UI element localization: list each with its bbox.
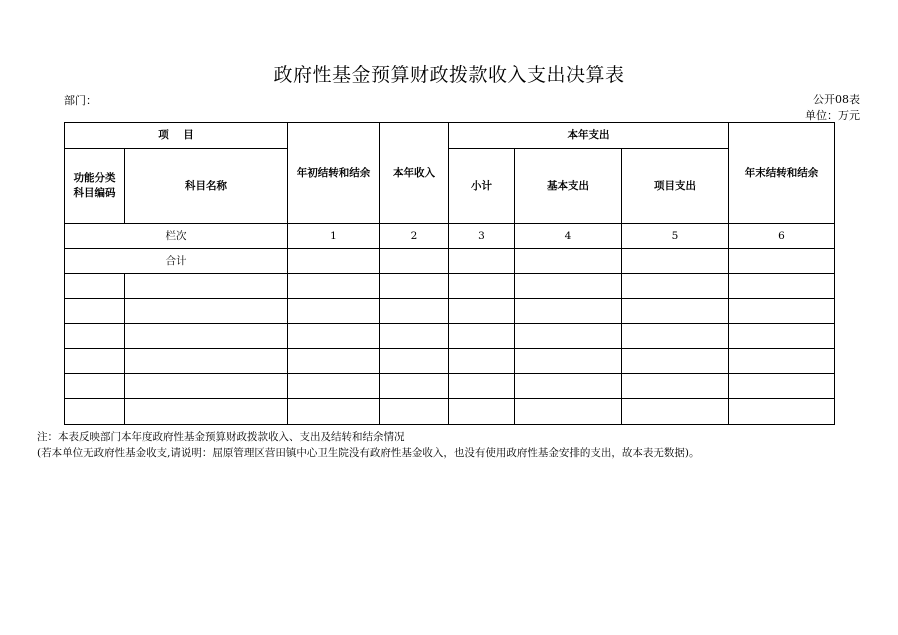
table-cell [449,249,515,274]
page-title: 政府性基金预算财政拨款收入支出决算表 [273,64,625,86]
table-cell [125,299,288,324]
column-number: 1 [288,224,380,249]
table-cell [622,299,729,324]
header-begin-balance: 年初结转和结余 [288,123,380,224]
table-cell [380,349,449,374]
table-cell [125,324,288,349]
table-cell [125,399,288,425]
table-cell [65,374,125,399]
table-cell [288,274,380,299]
table-cell [622,349,729,374]
header-basic: 基本支出 [515,149,622,224]
header-income: 本年收入 [380,123,449,224]
table-cell [515,274,622,299]
table-cell [449,399,515,425]
table-cell [288,299,380,324]
table-cell [288,399,380,425]
table-cell [288,249,380,274]
form-code: 公开08表 [813,93,860,106]
column-number: 4 [515,224,622,249]
table-row [65,349,835,374]
table-cell [125,274,288,299]
table-cell [729,299,835,324]
table-cell [515,249,622,274]
table-cell [515,399,622,425]
table-cell [515,349,622,374]
table-cell [729,249,835,274]
table-cell [622,324,729,349]
footnote: 注：本表反映部门本年度政府性基金预算财政拨款收入、支出及结转和结余情况 [37,431,405,443]
table-cell [380,374,449,399]
table-cell [729,399,835,425]
table-row [65,274,835,299]
table-cell [288,349,380,374]
table-cell [125,349,288,374]
table-cell [622,374,729,399]
header-expend-group: 本年支出 [449,123,729,149]
column-number: 3 [449,224,515,249]
table-cell [380,399,449,425]
table-cell [622,249,729,274]
department-label: 部门： [64,94,97,107]
column-number: 2 [380,224,449,249]
header-item: 项 目 [65,123,288,149]
table-cell [65,274,125,299]
header-project: 项目支出 [622,149,729,224]
table-cell [449,324,515,349]
table-cell [449,299,515,324]
column-index-label: 栏次 [65,224,288,249]
fund-budget-table [64,122,835,425]
table-row [65,324,835,349]
table-cell [729,374,835,399]
table-cell [65,324,125,349]
table-cell [65,299,125,324]
table-cell [449,374,515,399]
table-cell [449,349,515,374]
column-number: 5 [622,224,729,249]
header-end-balance: 年末结转和结余 [729,123,835,224]
table-cell [380,324,449,349]
table-cell [449,274,515,299]
table-cell [125,374,288,399]
table-cell [622,399,729,425]
table-cell [380,274,449,299]
table-cell [515,374,622,399]
table-cell [65,399,125,425]
table-cell [515,299,622,324]
table-row [65,399,835,425]
table-cell [380,299,449,324]
column-index-row [65,224,835,249]
header-subtotal: 小计 [449,149,515,224]
table-cell [288,324,380,349]
table-row [65,374,835,399]
table-cell [729,324,835,349]
column-number: 6 [729,224,835,249]
table-cell [380,249,449,274]
unit-label: 单位：万元 [805,109,860,122]
total-label: 合计 [65,249,288,274]
header-subject-name: 科目名称 [125,149,288,224]
table-cell [515,324,622,349]
total-row [65,249,835,274]
table-cell [622,274,729,299]
header-func-code: 功能分类 科目编码 [65,149,125,224]
table-cell [729,349,835,374]
table-cell [729,274,835,299]
table-cell [288,374,380,399]
table-cell [65,349,125,374]
table-row [65,299,835,324]
footnote-explanation: (若本单位无政府性基金收支,请说明：屈原管理区营田镇中心卫生院没有政府性基金收入，也没有使用政府性基金安排的支出，故本表无数据)。 [37,447,700,459]
